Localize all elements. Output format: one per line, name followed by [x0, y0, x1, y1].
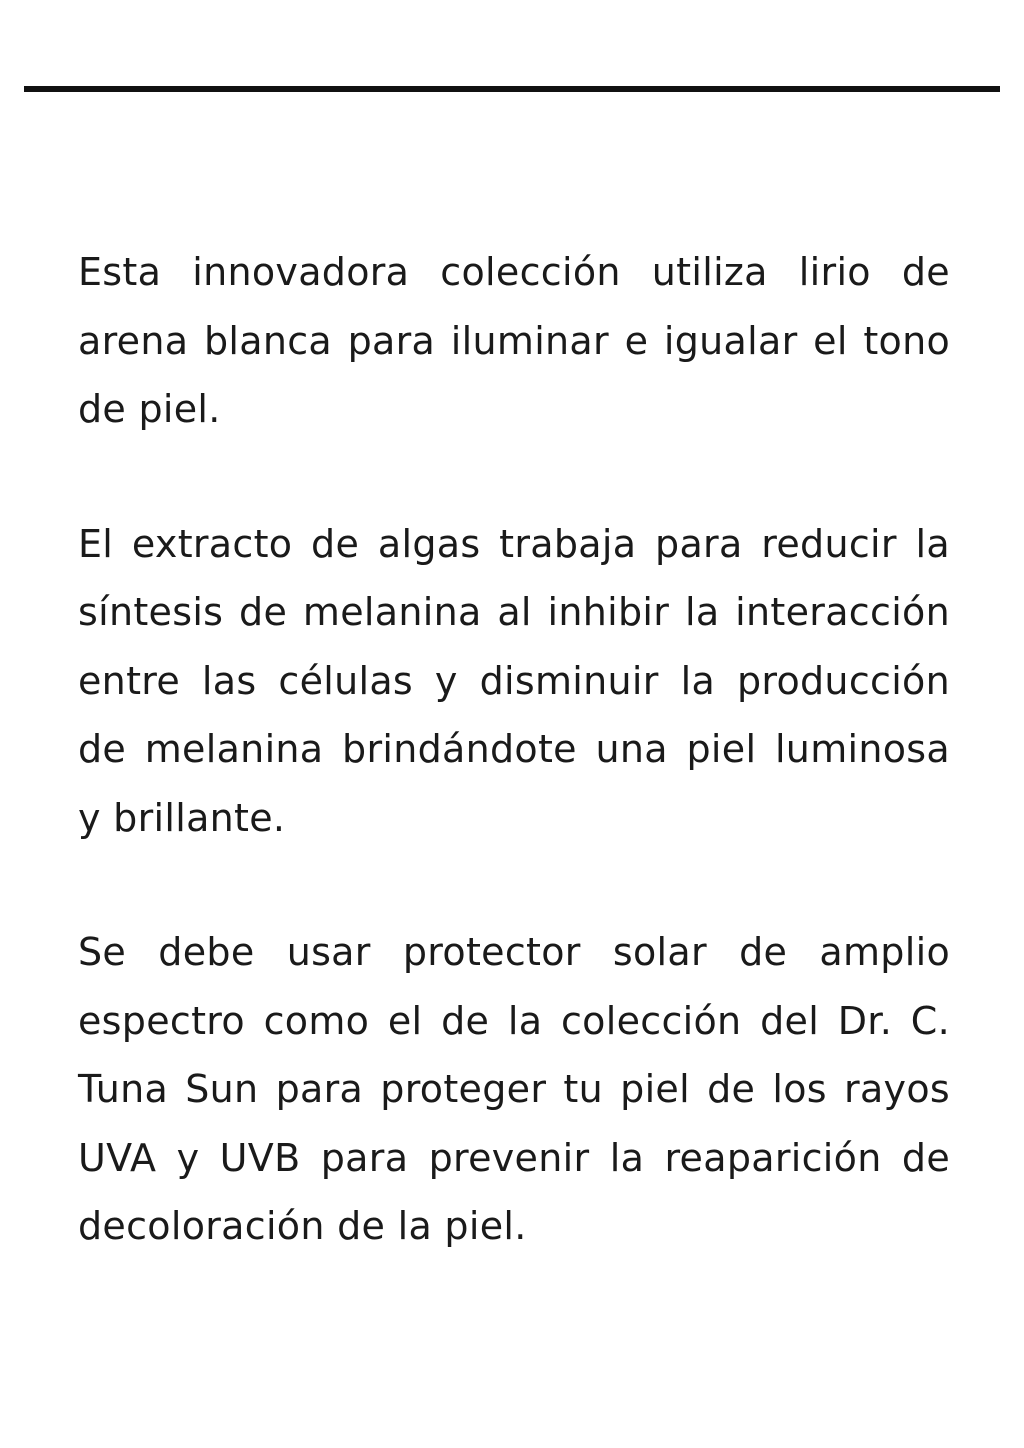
- top-divider-rule: [24, 86, 1000, 92]
- paragraph-intro: Esta innovadora colección utiliza lirio de arena blanca para iluminar e igualar el tono de piel.: [78, 250, 950, 431]
- paragraph-sunscreen: Se debe usar protector solar de amplio espectro como el de la colección del Dr. C. Tuna Sun para proteger tu piel de los rayos UVA y UVB para prevenir la reaparición de decoloración de la piel.: [78, 930, 950, 1248]
- body-text: [78, 238, 950, 1327]
- paragraph-algae-extract: El extracto de algas trabaja para reducir la síntesis de melanina al inhibir la interacción entre las células y disminuir la producción de melanina brindándote una piel luminosa y brillante.: [78, 521, 950, 840]
